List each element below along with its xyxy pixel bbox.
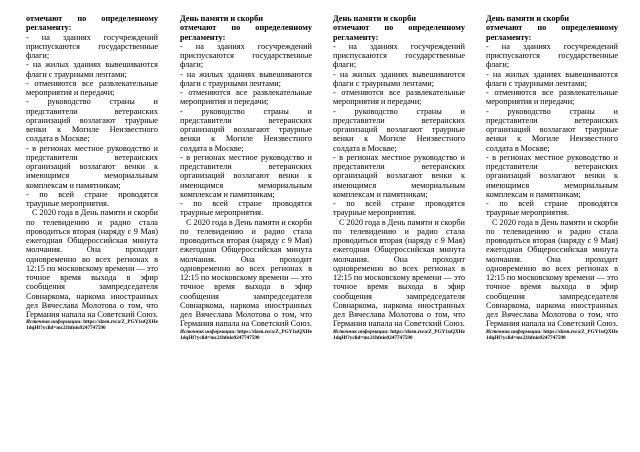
list-item: - на жилых зданиях вывешиваются флаги с траурными лентами; xyxy=(26,60,158,79)
list-item: - отменяются все развлекательные мероприятия и передачи; xyxy=(26,78,158,97)
list-item: - на жилых зданиях вывешиваются флаги с траурными лентами; xyxy=(486,69,618,88)
body-paragraph: С 2020 года в День памяти и скорби по телевидению и радио стала проводиться вторая (наряду с 9 Мая) ежегодная Общероссийская минута молчания. Она проходит одновременно во всех регионах в 12:15 по московскому времени — это точное время выхода в эфир сообщения зампредседателя Совнаркома, наркома иностранных дел Вячеслава Молотова о том, что Германия напала на Советский Союз. xyxy=(333,217,465,329)
source-label: Источник информации: xyxy=(486,328,542,335)
body-paragraph: С 2020 года в День памяти и скорби по телевидению и радио стала проводиться вторая (наряду с 9 Мая) ежегодная Общероссийская минута молчания. Она проходит одновременно во всех регионах в 12:15 по московскому времени — это точное время выхода в эфир сообщения зампредседателя Совнаркома, наркома иностранных дел Вячеслава Молотова о том, что Германия напала на Советский Союз. xyxy=(180,217,312,329)
list-item: - руководство страны и представители ветеранских организаций возлагают траурные венки к Могиле Неизвестного солдата в Москве; xyxy=(26,97,158,144)
list-item: - на зданиях госучреждений приспускаются государственные флаги; xyxy=(486,41,618,70)
list-item: - в регионах местное руководство и представители ветеранских организаций возлагают венки к имеющимся мемориальным комплексам и памятникам; xyxy=(486,152,618,199)
body-paragraph: С 2020 года в День памяти и скорби по телевидению и радио стала проводиться вторая (наряду с 9 Мая) ежегодная Общероссийская минута молчания. Она проходит одновременно во всех регионах в 12:15 по московскому времени — это точное время выхода в эфир сообщения зампредседателя Совнаркома, наркома иностранных дел Вячеслава Молотова о том, что Германия напала на Советский Союз. xyxy=(486,217,618,329)
list-item: - на зданиях госучреждений приспускаются государственные флаги; xyxy=(180,41,312,70)
heading-title: День памяти и скорби xyxy=(486,14,570,23)
heading-intro: отмечают по определенному регламенту: xyxy=(26,14,158,33)
list-item: - руководство страны и представители ветеранских организаций возлагают траурные венки к Могиле Неизвестного солдата в Москве; xyxy=(486,106,618,153)
source-citation xyxy=(180,329,312,341)
list-item: - на зданиях госучреждений приспускаются государственные флаги; xyxy=(333,41,465,70)
column-4 xyxy=(486,14,618,341)
heading-intro: отмечают по определенному регламенту: xyxy=(333,23,465,42)
list-item: - на жилых зданиях вывешиваются флаги с траурными лентами; xyxy=(180,69,312,88)
list-item: - по всей стране проводятся траурные мероприятия. xyxy=(26,189,158,208)
source-label: Источник информации: xyxy=(333,328,389,335)
heading-title: День памяти и скорби xyxy=(180,14,264,23)
source-url: https://dzen.ru/a/Z_PGY1uQXHe1dqHf?yclid=mc21hfnio9247747590 xyxy=(486,328,618,341)
list-item: - отменяются все развлекательные мероприятия и передачи; xyxy=(333,88,465,107)
list-item: - в регионах местное руководство и представители ветеранских организаций возлагают венки к имеющимся мемориальным комплексам и памятникам; xyxy=(26,143,158,190)
heading-intro: отмечают по определенному регламенту: xyxy=(180,23,312,42)
list-item: - руководство страны и представители ветеранских организаций возлагают траурные венки к Могиле Неизвестного солдата в Москве; xyxy=(333,106,465,153)
list-item: - руководство страны и представители ветеранских организаций возлагают траурные венки к Могиле Неизвестного солдата в Москве; xyxy=(180,106,312,153)
column-1 xyxy=(26,14,158,332)
list-item: - по всей стране проводятся траурные мероприятия. xyxy=(180,199,312,218)
source-citation xyxy=(26,319,158,331)
heading-title: День памяти и скорби xyxy=(333,14,417,23)
list-item: - отменяются все развлекательные мероприятия и передачи; xyxy=(180,88,312,107)
source-label: Источник информации: xyxy=(180,328,236,335)
heading-intro: отмечают по определенному регламенту: xyxy=(486,23,618,42)
source-url: https://dzen.ru/a/Z_PGY1uQXHe1dqHf?yclid=mc21hfnio9247747590 xyxy=(26,319,158,332)
body-paragraph: С 2020 года в День памяти и скорби по телевидению и радио стала проводиться вторая (наряду с 9 Мая) ежегодная Общероссийская минута молчания. Она проходит одновременно во всех регионах в 12:15 по московскому времени — это точное время выхода в эфир сообщения зампредседателя Совнаркома, наркома иностранных дел Вячеслава Молотова о том, что Германия напала на Советский Союз. xyxy=(26,208,158,319)
source-url: https://dzen.ru/a/Z_PGY1uQXHe1dqHf?yclid=mc21hfnio9247747590 xyxy=(180,328,312,341)
source-label: Источник информации: xyxy=(26,319,82,326)
list-item: - отменяются все развлекательные мероприятия и передачи; xyxy=(486,88,618,107)
list-item: - на зданиях госучреждений приспускаются государственные флаги; xyxy=(26,32,158,60)
list-item: - в регионах местное руководство и представители ветеранских организаций возлагают венки к имеющимся мемориальным комплексам и памятникам; xyxy=(333,152,465,199)
column-2 xyxy=(180,14,312,341)
source-citation xyxy=(486,329,618,341)
list-item: - по всей стране проводятся траурные мероприятия. xyxy=(333,199,465,218)
list-item: - в регионах местное руководство и представители ветеранских организаций возлагают венки к имеющимся мемориальным комплексам и памятникам; xyxy=(180,152,312,199)
source-url: https://dzen.ru/a/Z_PGY1uQXHe1dqHf?yclid=mc21hfnio9247747590 xyxy=(333,328,465,341)
column-3 xyxy=(333,14,465,341)
list-item: - на жилых зданиях вывешиваются флаги с траурными лентами; xyxy=(333,69,465,88)
source-citation xyxy=(333,329,465,341)
list-item: - по всей стране проводятся траурные мероприятия. xyxy=(486,199,618,218)
